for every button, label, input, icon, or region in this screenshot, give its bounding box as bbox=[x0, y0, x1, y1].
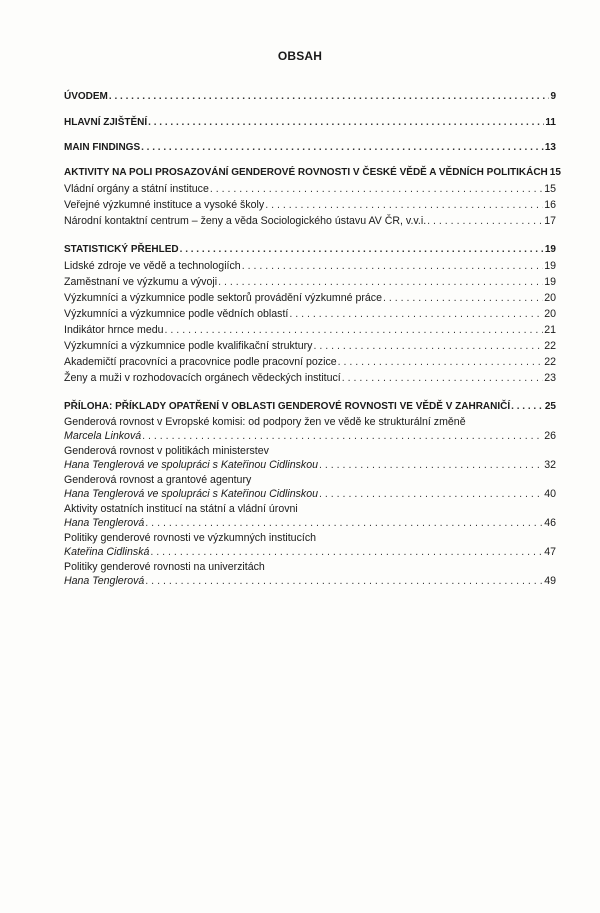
dot-leader bbox=[141, 140, 544, 156]
toc-entry[interactable] bbox=[64, 338, 556, 354]
toc-entry[interactable] bbox=[64, 444, 556, 471]
entry-label: Hana Tenglerová bbox=[64, 574, 145, 587]
entry-label: Lidské zdroje ve vědě a technologiích bbox=[64, 260, 241, 272]
toc-section bbox=[64, 89, 556, 105]
page-number: 19 bbox=[544, 260, 556, 272]
dot-leader bbox=[342, 370, 543, 386]
toc-entry[interactable] bbox=[64, 197, 556, 213]
toc-section-heading[interactable] bbox=[64, 242, 556, 258]
entry-author-line[interactable] bbox=[64, 574, 556, 588]
toc-entry[interactable] bbox=[64, 181, 556, 197]
toc-entry[interactable] bbox=[64, 370, 556, 386]
entry-label: Genderová rovnost v Evropské komisi: od podpory žen ve vědě ke strukturální změně bbox=[64, 416, 466, 428]
entry-title-line bbox=[64, 531, 556, 545]
entry-label: Indikátor hrnce medu bbox=[64, 324, 164, 336]
entry-label: Ženy a muži v rozhodovacích orgánech vědeckých institucí bbox=[64, 372, 341, 384]
entry-label: Zaměstnaní ve výzkumu a vývoji bbox=[64, 276, 218, 288]
toc-entry[interactable] bbox=[64, 306, 556, 322]
page-number: 20 bbox=[544, 308, 556, 320]
page-number: 15 bbox=[544, 183, 556, 195]
entry-label: Genderová rovnost v politikách ministerstev bbox=[64, 445, 269, 457]
page-number: 13 bbox=[544, 142, 556, 153]
dot-leader bbox=[383, 290, 543, 306]
toc-section bbox=[64, 165, 561, 229]
page-number: 46 bbox=[544, 516, 556, 529]
toc-section bbox=[64, 242, 556, 386]
entry-author-line[interactable] bbox=[64, 429, 556, 443]
entry-title-line bbox=[64, 473, 556, 487]
page-number: 20 bbox=[544, 292, 556, 304]
toc-entry[interactable] bbox=[64, 290, 556, 306]
page-number: 9 bbox=[550, 91, 556, 102]
toc-entry[interactable] bbox=[64, 258, 556, 274]
dot-leader bbox=[145, 574, 543, 588]
dot-leader bbox=[242, 258, 544, 274]
dot-leader bbox=[218, 274, 543, 290]
dot-leader bbox=[289, 306, 543, 322]
toc-entry[interactable] bbox=[64, 473, 556, 500]
toc-section-heading[interactable] bbox=[64, 399, 556, 415]
page-number: 23 bbox=[544, 372, 556, 384]
toc-entry[interactable] bbox=[64, 322, 556, 338]
toc-section-heading[interactable] bbox=[64, 89, 556, 105]
entry-label: HLAVNÍ ZJIŠTĚNÍ bbox=[64, 116, 148, 128]
dot-leader bbox=[313, 338, 543, 354]
entry-author-line[interactable] bbox=[64, 516, 556, 530]
toc-entry[interactable] bbox=[64, 560, 556, 587]
entry-title-line bbox=[64, 444, 556, 458]
entry-title-line bbox=[64, 560, 556, 574]
dot-leader bbox=[210, 181, 543, 197]
entry-label: Marcela Linková bbox=[64, 429, 142, 442]
toc-section bbox=[64, 115, 556, 131]
entry-label: AKTIVITY NA POLI PROSAZOVÁNÍ GENDEROVÉ ROVNOSTI V ČESKÉ VĚDĚ A VĚDNÍCH POLITIKÁCH bbox=[64, 167, 548, 178]
page-number: 19 bbox=[544, 276, 556, 288]
toc-entry[interactable] bbox=[64, 502, 556, 529]
toc-entry[interactable] bbox=[64, 213, 556, 229]
dot-leader bbox=[319, 458, 543, 472]
entry-label: Genderová rovnost a grantové agentury bbox=[64, 474, 252, 486]
page-number: 22 bbox=[544, 340, 556, 352]
entry-label: Vládní orgány a státní instituce bbox=[64, 183, 209, 195]
toc-section bbox=[64, 399, 556, 587]
entry-label: Kateřina Cidlinská bbox=[64, 545, 150, 558]
page-number: 22 bbox=[544, 356, 556, 368]
dot-leader bbox=[109, 89, 550, 105]
toc-section-heading[interactable] bbox=[64, 165, 561, 181]
page-number: 32 bbox=[544, 458, 556, 471]
entry-label: MAIN FINDINGS bbox=[64, 142, 141, 153]
entry-label: Hana Tenglerová ve spolupráci s Kateřinou Cidlinskou bbox=[64, 458, 319, 471]
entry-label: STATISTICKÝ PŘEHLED bbox=[64, 244, 179, 255]
entry-label: Veřejné výzkumné instituce a vysoké školy bbox=[64, 199, 265, 211]
dot-leader bbox=[142, 429, 543, 443]
toc-section-heading[interactable] bbox=[64, 140, 556, 156]
page-title: OBSAH bbox=[277, 49, 323, 63]
toc-entry[interactable] bbox=[64, 274, 556, 290]
entry-author-line[interactable] bbox=[64, 458, 556, 472]
page-number: 26 bbox=[544, 429, 556, 442]
toc-section bbox=[64, 140, 556, 156]
dot-leader bbox=[148, 115, 544, 131]
page-number: 11 bbox=[545, 116, 556, 128]
dot-leader bbox=[265, 197, 543, 213]
table-of-contents bbox=[64, 89, 561, 600]
entry-title-line bbox=[64, 502, 556, 516]
entry-label: Akademičtí pracovníci a pracovnice podle pracovní pozice bbox=[64, 356, 337, 368]
entry-title-line bbox=[64, 415, 556, 429]
dot-leader bbox=[180, 242, 544, 258]
entry-label: Výzkumníci a výzkumnice podle vědních oblastí bbox=[64, 308, 289, 320]
dot-leader bbox=[338, 354, 544, 370]
dot-leader bbox=[145, 516, 543, 530]
page-number: 16 bbox=[544, 199, 556, 211]
page-number: 40 bbox=[544, 487, 556, 500]
page-number: 21 bbox=[544, 324, 556, 336]
dot-leader bbox=[427, 213, 543, 229]
page-number: 19 bbox=[544, 244, 556, 255]
page-number: 15 bbox=[549, 167, 561, 178]
page-number: 47 bbox=[544, 545, 556, 558]
dot-leader bbox=[319, 487, 543, 501]
dot-leader bbox=[511, 399, 544, 415]
page-number: 17 bbox=[544, 215, 556, 227]
entry-label: Aktivity ostatních institucí na státní a vládní úrovni bbox=[64, 503, 298, 515]
entry-label: Výzkumníci a výzkumnice podle kvalifikační struktury bbox=[64, 340, 313, 352]
toc-entry[interactable] bbox=[64, 415, 556, 442]
toc-entry[interactable] bbox=[64, 354, 556, 370]
entry-label: PŘÍLOHA: PŘÍKLADY OPATŘENÍ V OBLASTI GENDEROVÉ ROVNOSTI VE VĚDĚ V ZAHRANIČÍ bbox=[64, 401, 511, 412]
entry-label: Výzkumníci a výzkumnice podle sektorů provádění výzkumné práce bbox=[64, 292, 382, 304]
entry-label: Národní kontaktní centrum – ženy a věda Sociologického ústavu AV ČR, v.v.i. bbox=[64, 215, 427, 227]
entry-author-line[interactable] bbox=[64, 487, 556, 501]
toc-section-heading[interactable] bbox=[64, 115, 556, 131]
dot-leader bbox=[150, 545, 543, 559]
page-number: 49 bbox=[544, 574, 556, 587]
entry-label: Politiky genderové rovnosti na univerzitách bbox=[64, 561, 265, 573]
entry-label: ÚVODEM bbox=[64, 91, 108, 102]
entry-label: Hana Tenglerová ve spolupráci s Kateřinou Cidlinskou bbox=[64, 487, 319, 500]
page-number: 25 bbox=[544, 401, 556, 412]
entry-label: Hana Tenglerová bbox=[64, 516, 145, 529]
toc-entry[interactable] bbox=[64, 531, 556, 558]
dot-leader bbox=[165, 322, 544, 338]
entry-author-line[interactable] bbox=[64, 545, 556, 559]
entry-label: Politiky genderové rovnosti ve výzkumných institucích bbox=[64, 532, 317, 544]
